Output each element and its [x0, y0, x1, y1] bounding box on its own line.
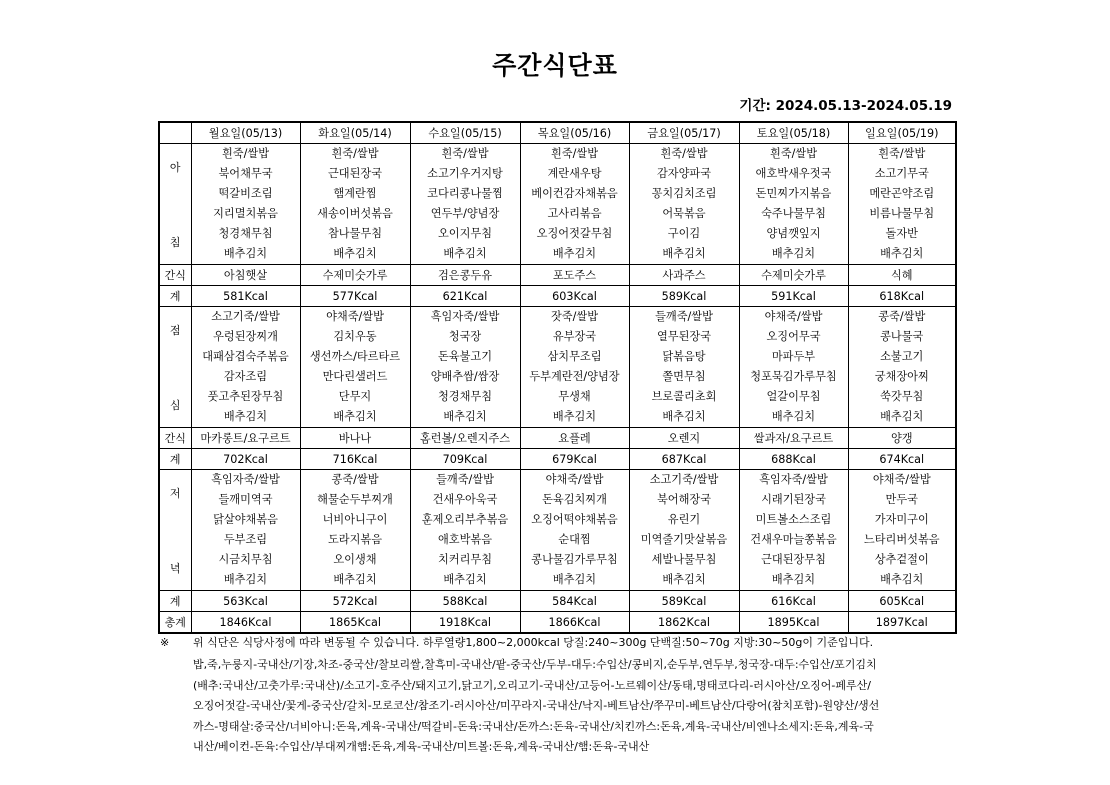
lunch-cell — [191, 307, 300, 428]
afternoon_snack-cell: 홈런볼/오렌지주스 — [410, 428, 520, 449]
menu-item: 느타리버섯볶음 — [863, 533, 940, 546]
menu-item: 흑임자죽/쌀밥 — [759, 473, 828, 486]
menu-item: 돌자반 — [885, 227, 918, 240]
menu-item: 야채죽/쌀밥 — [872, 473, 931, 486]
breakfast-cell — [300, 144, 410, 265]
day-header: 화요일(05/14) — [300, 122, 410, 144]
menu-item: 단무지 — [338, 390, 372, 403]
menu-item: 돈육김치찌개 — [542, 493, 607, 506]
menu-item: 배추김치 — [223, 410, 268, 423]
menu-item: 만두국 — [885, 493, 918, 506]
lunch-cell — [300, 307, 410, 428]
menu-item: 배추김치 — [552, 247, 597, 260]
afternoon_snack-cell: 오렌지 — [629, 428, 739, 449]
menu-item: 생선까스/타르타르 — [309, 350, 401, 363]
menu-item: 순대찜 — [558, 533, 591, 546]
morning_snack-row — [159, 265, 956, 286]
morning_snack-cell: 검은콩두유 — [410, 265, 520, 286]
menu-item: 열무된장국 — [656, 330, 712, 343]
lunch-label — [159, 307, 191, 428]
menu-item: 청포묵김가루무침 — [750, 370, 837, 383]
dinner-cell — [300, 470, 410, 591]
breakfast_kcal-label: 계 — [159, 286, 191, 307]
menu-item: 만다린샐러드 — [322, 370, 388, 383]
lunch-cell — [739, 307, 848, 428]
menu-item: 어묵볶음 — [662, 207, 706, 220]
menu-item: 배추김치 — [662, 573, 706, 586]
menu-item: 콩나물김가루무침 — [531, 553, 618, 566]
menu-item: 돈육불고기 — [437, 350, 493, 363]
day-header: 금요일(05/17) — [629, 122, 739, 144]
menu-item: 오이지무침 — [437, 227, 493, 240]
menu-item: 배추김치 — [880, 247, 924, 260]
dinner-cell — [848, 470, 956, 591]
menu-item: 마파두부 — [771, 350, 816, 363]
breakfast-cell — [191, 144, 300, 265]
morning_snack-cell: 아침햇살 — [191, 265, 300, 286]
menu-item: 닭볶음탕 — [662, 350, 706, 363]
dinner_kcal-cell: 605Kcal — [848, 591, 956, 612]
menu-item: 김치우동 — [333, 330, 377, 343]
day-header: 목요일(05/16) — [520, 122, 629, 144]
menu-item: 흰죽/쌀밥 — [770, 147, 817, 160]
menu-item: 두부계란전/양념장 — [529, 370, 620, 383]
menu-item: 흰죽/쌀밥 — [222, 147, 269, 160]
day-header: 일요일(05/19) — [848, 122, 956, 144]
menu-item: 흑임자죽/쌀밥 — [430, 310, 500, 323]
menu-item: 소고기죽/쌀밥 — [211, 310, 280, 323]
day-header: 수요일(05/15) — [410, 122, 520, 144]
lunch-cell — [629, 307, 739, 428]
menu-item: 배추김치 — [443, 410, 487, 423]
menu-item: 야채죽/쌀밥 — [545, 473, 604, 486]
menu-item: 양배추쌈/쌈장 — [430, 370, 500, 383]
lunch-row — [159, 307, 956, 428]
total_kcal-cell: 1846Kcal — [191, 612, 300, 634]
menu-item: 흰죽/쌀밥 — [331, 147, 379, 160]
menu-item: 야채죽/쌀밥 — [326, 310, 384, 323]
menu-item: 햄계란찜 — [333, 187, 377, 200]
menu-item: 배추김치 — [333, 573, 377, 586]
dinner-cell — [520, 470, 629, 591]
menu-item: 흰죽/쌀밥 — [441, 147, 489, 160]
menu-item: 감자조림 — [223, 370, 268, 383]
menu-item: 삼치무조림 — [547, 350, 602, 363]
lunch-cell — [848, 307, 956, 428]
menu-item: 쑥갓무침 — [880, 390, 924, 403]
menu-item: 양념깻잎지 — [766, 227, 821, 240]
menu-item: 배추김치 — [771, 247, 816, 260]
menu-item: 배추김치 — [771, 410, 816, 423]
lunch_kcal-cell: 674Kcal — [848, 449, 956, 470]
breakfast-label — [159, 144, 191, 265]
morning_snack-cell: 식혜 — [848, 265, 956, 286]
menu-item: 배추김치 — [223, 247, 268, 260]
total_kcal-label: 총계 — [159, 612, 191, 634]
menu-item: 쫄면무침 — [662, 370, 706, 383]
menu-item: 소고기우거지탕 — [427, 167, 503, 180]
menu-item: 소불고기 — [880, 350, 924, 363]
lunch-label-char: 점 — [169, 323, 181, 337]
breakfast_kcal-cell: 591Kcal — [739, 286, 848, 307]
menu-item: 세발나물무침 — [651, 553, 717, 566]
menu-item: 치커리무침 — [437, 553, 493, 566]
menu-item: 배추김치 — [333, 247, 377, 260]
note-mark: ※ — [160, 636, 170, 649]
menu-item: 배추김치 — [223, 573, 268, 586]
menu-item: 야채죽/쌀밥 — [764, 310, 823, 323]
dinner_kcal-cell: 572Kcal — [300, 591, 410, 612]
menu-item: 흰죽/쌀밥 — [878, 147, 926, 160]
menu-item: 얼갈이무침 — [766, 390, 821, 403]
afternoon_snack-cell: 양갱 — [848, 428, 956, 449]
menu-item: 청경채무침 — [437, 390, 493, 403]
origin-note: 밥,죽,누룽지-국내산/기장,차조-중국산/찰보리쌀,찰흑미-국내산/팥-중국산/두부-대두:수입산/콩비지,순두부,연두부,청국장-대두:수입산/포기김치(배추:국내산/고춧가루:국내산)/소고기-호주산/돼지고기,닭고기,오리고기-국내산/고등어-노르웨이산/동태,명태코다리-러시아산/오징어-페루산/ 오징어젓갈-국내산/꽃게-중국산/갈치-모로코산/참조기-러시아산/미꾸라지-국내산/낙지-베트남산/쭈꾸미-베트남산/다랑어(참치포함)-원양산/생선까스-명태살:중국산/너비아니:돈육,계육-국내산/떡갈비-돈육:국내산/돈까스:돈육-국내산/치킨까스:돈육,계육-국내산/비엔나소세지:돈육,계육-국내산/베이컨-돈육:수입산/부대찌개햄:돈육,계육-국내산/미트볼:돈육,계육-국내산/햄:돈육-국내산 — [193, 658, 880, 753]
menu-item: 상추겉절이 — [874, 553, 929, 566]
menu-item: 감자양파국 — [656, 167, 712, 180]
menu-item: 숙주나물무침 — [761, 207, 826, 220]
dinner-label-char: 녁 — [169, 561, 181, 575]
total_kcal-cell: 1897Kcal — [848, 612, 956, 634]
lunch_kcal-cell: 687Kcal — [629, 449, 739, 470]
dinner_kcal-cell: 563Kcal — [191, 591, 300, 612]
menu-item: 새송이버섯볶음 — [317, 207, 393, 220]
menu-item: 오이생채 — [333, 553, 377, 566]
menu-item: 북어해장국 — [656, 493, 712, 506]
total_kcal-cell: 1862Kcal — [629, 612, 739, 634]
morning_snack-cell: 포도주스 — [520, 265, 629, 286]
menu-item: 코다리콩나물찜 — [427, 187, 503, 200]
menu-item: 북어채무국 — [218, 167, 273, 180]
breakfast-cell — [848, 144, 956, 265]
menu-item: 우렁된장찌개 — [213, 330, 278, 343]
afternoon_snack-cell: 마카롱트/요구르트 — [191, 428, 300, 449]
menu-item: 계란새우탕 — [547, 167, 602, 180]
corner-cell — [159, 122, 191, 144]
menu-item: 미트볼소스조림 — [755, 513, 832, 526]
menu-item: 배추김치 — [880, 573, 924, 586]
lunch_kcal-cell: 688Kcal — [739, 449, 848, 470]
dinner_kcal-cell: 616Kcal — [739, 591, 848, 612]
day-header: 토요일(05/18) — [739, 122, 848, 144]
menu-item: 해물순두부찌개 — [317, 493, 393, 506]
menu-item: 무생채 — [558, 390, 591, 403]
lunch_kcal-label: 계 — [159, 449, 191, 470]
menu-item: 두부조림 — [223, 533, 268, 546]
menu-item: 배추김치 — [443, 247, 487, 260]
dinner-label — [159, 470, 191, 591]
dinner_kcal-label: 계 — [159, 591, 191, 612]
menu-item: 떡갈비조림 — [218, 187, 273, 200]
menu-item: 메란곤약조림 — [869, 187, 935, 200]
menu-item: 흰죽/쌀밥 — [551, 147, 598, 160]
menu-item: 오징어떡야채볶음 — [531, 513, 618, 526]
lunch_kcal-cell: 709Kcal — [410, 449, 520, 470]
menu-item: 들깨죽/쌀밥 — [436, 473, 494, 486]
breakfast_kcal-cell: 618Kcal — [848, 286, 956, 307]
lunch_kcal-cell: 702Kcal — [191, 449, 300, 470]
menu-item: 배추김치 — [880, 410, 924, 423]
nutrition-note: 위 식단은 식당사정에 따라 변동될 수 있습니다. 하루열량1,800~2,000kcal 당질:240~300g 단백질:50~70g 지방:30~50g이 기준입니다. — [193, 636, 874, 649]
breakfast_kcal-cell: 589Kcal — [629, 286, 739, 307]
menu-item: 애호박볶음 — [437, 533, 493, 546]
dinner-cell — [410, 470, 520, 591]
menu-item: 배추김치 — [443, 573, 487, 586]
lunch-cell — [520, 307, 629, 428]
menu-item: 베이컨감자채볶음 — [531, 187, 618, 200]
menu-item: 궁채장아찌 — [874, 370, 929, 383]
menu-item: 배추김치 — [333, 410, 377, 423]
menu-item: 비름나물무침 — [869, 207, 935, 220]
menu-item: 배추김치 — [552, 410, 597, 423]
dinner-row — [159, 470, 956, 591]
dinner_kcal-row — [159, 591, 956, 612]
breakfast_kcal-row — [159, 286, 956, 307]
afternoon_snack-row — [159, 428, 956, 449]
menu-item: 구이김 — [667, 227, 701, 240]
breakfast-label-char: 침 — [169, 235, 181, 249]
menu-item: 지리멸치볶음 — [213, 207, 278, 220]
menu-item: 배추김치 — [662, 247, 706, 260]
dinner-label-char: 저 — [169, 486, 181, 500]
breakfast-cell — [739, 144, 848, 265]
menu-item: 소고기무국 — [874, 167, 929, 180]
menu-item: 건새우아욱국 — [432, 493, 498, 506]
menu-item: 훈제오리부추볶음 — [421, 513, 509, 526]
menu-item: 들깨미역국 — [218, 493, 273, 506]
menu-item: 콩죽/쌀밥 — [878, 310, 926, 323]
menu-item: 청경채무침 — [218, 227, 273, 240]
breakfast_kcal-cell: 603Kcal — [520, 286, 629, 307]
day-header: 월요일(05/13) — [191, 122, 300, 144]
menu-item: 가자미구이 — [874, 513, 929, 526]
total_kcal-cell: 1866Kcal — [520, 612, 629, 634]
menu-item: 유부장국 — [552, 330, 597, 343]
lunch-label-char: 심 — [169, 398, 181, 412]
breakfast-cell — [629, 144, 739, 265]
dinner-cell — [629, 470, 739, 591]
menu-item: 오징어젓갈무침 — [536, 227, 613, 240]
breakfast-cell — [410, 144, 520, 265]
menu-item: 배추김치 — [771, 573, 816, 586]
menu-item: 고사리볶음 — [547, 207, 602, 220]
menu-item: 배추김치 — [552, 573, 597, 586]
period-label: 기간: 2024.05.13-2024.05.19 — [739, 98, 952, 114]
total_kcal-cell: 1865Kcal — [300, 612, 410, 634]
menu-item: 닭살야채볶음 — [213, 513, 278, 526]
total_kcal-cell: 1918Kcal — [410, 612, 520, 634]
breakfast_kcal-cell: 581Kcal — [191, 286, 300, 307]
header-row — [159, 122, 956, 144]
menu-item: 너비아니구이 — [322, 513, 388, 526]
menu-item: 근대된장국 — [327, 167, 383, 180]
afternoon_snack-cell: 쌀과자/요구르트 — [739, 428, 848, 449]
afternoon_snack-cell: 요플레 — [520, 428, 629, 449]
menu-item: 대패삼겹숙주볶음 — [202, 350, 289, 363]
afternoon_snack-cell: 바나나 — [300, 428, 410, 449]
weekly-menu-table — [158, 121, 957, 634]
menu-item: 콩죽/쌀밥 — [331, 473, 379, 486]
menu-item: 브로콜리초회 — [651, 390, 717, 403]
lunch_kcal-row — [159, 449, 956, 470]
menu-item: 도라지볶음 — [327, 533, 383, 546]
menu-item: 풋고추된장무침 — [207, 390, 284, 403]
menu-item: 콩나물국 — [880, 330, 924, 343]
menu-item: 참나물무침 — [327, 227, 383, 240]
dinner-cell — [191, 470, 300, 591]
breakfast_kcal-cell: 621Kcal — [410, 286, 520, 307]
afternoon_snack-label: 간식 — [159, 428, 191, 449]
dinner_kcal-cell: 589Kcal — [629, 591, 739, 612]
page-title: 주간식단표 — [492, 51, 618, 80]
menu-item: 연두부/양념장 — [430, 207, 500, 220]
lunch-cell — [410, 307, 520, 428]
menu-item: 미역줄기맛살볶음 — [640, 533, 728, 546]
menu-item: 청국장 — [448, 330, 482, 343]
menu-item: 유린기 — [667, 513, 701, 526]
total_kcal-row — [159, 612, 956, 634]
morning_snack-label: 간식 — [159, 265, 191, 286]
menu-item: 꽁치김치조림 — [651, 187, 717, 200]
morning_snack-cell: 수제미숫가루 — [739, 265, 848, 286]
dinner_kcal-cell: 584Kcal — [520, 591, 629, 612]
morning_snack-cell: 사과주스 — [629, 265, 739, 286]
total_kcal-cell: 1895Kcal — [739, 612, 848, 634]
morning_snack-cell: 수제미숫가루 — [300, 265, 410, 286]
breakfast_kcal-cell: 577Kcal — [300, 286, 410, 307]
menu-item: 잣죽/쌀밥 — [551, 310, 598, 323]
dinner-cell — [739, 470, 848, 591]
menu-item: 소고기죽/쌀밥 — [649, 473, 719, 486]
menu-item: 근대된장무침 — [761, 553, 826, 566]
menu-item: 건새우마늘쫑볶음 — [750, 533, 837, 546]
menu-item: 배추김치 — [662, 410, 706, 423]
menu-item: 오징어무국 — [766, 330, 821, 343]
lunch_kcal-cell: 679Kcal — [520, 449, 629, 470]
breakfast-cell — [520, 144, 629, 265]
breakfast-label-char: 아 — [169, 160, 181, 174]
menu-item: 애호박새우젓국 — [755, 167, 832, 180]
breakfast-row — [159, 144, 956, 265]
menu-item: 흰죽/쌀밥 — [660, 147, 708, 160]
menu-item: 돈민찌가지볶음 — [755, 187, 832, 200]
dinner_kcal-cell: 588Kcal — [410, 591, 520, 612]
lunch_kcal-cell: 716Kcal — [300, 449, 410, 470]
menu-item: 흑임자죽/쌀밥 — [211, 473, 280, 486]
menu-item: 시래기된장국 — [761, 493, 826, 506]
menu-item: 들깨죽/쌀밥 — [655, 310, 713, 323]
menu-item: 시금치무침 — [218, 553, 273, 566]
